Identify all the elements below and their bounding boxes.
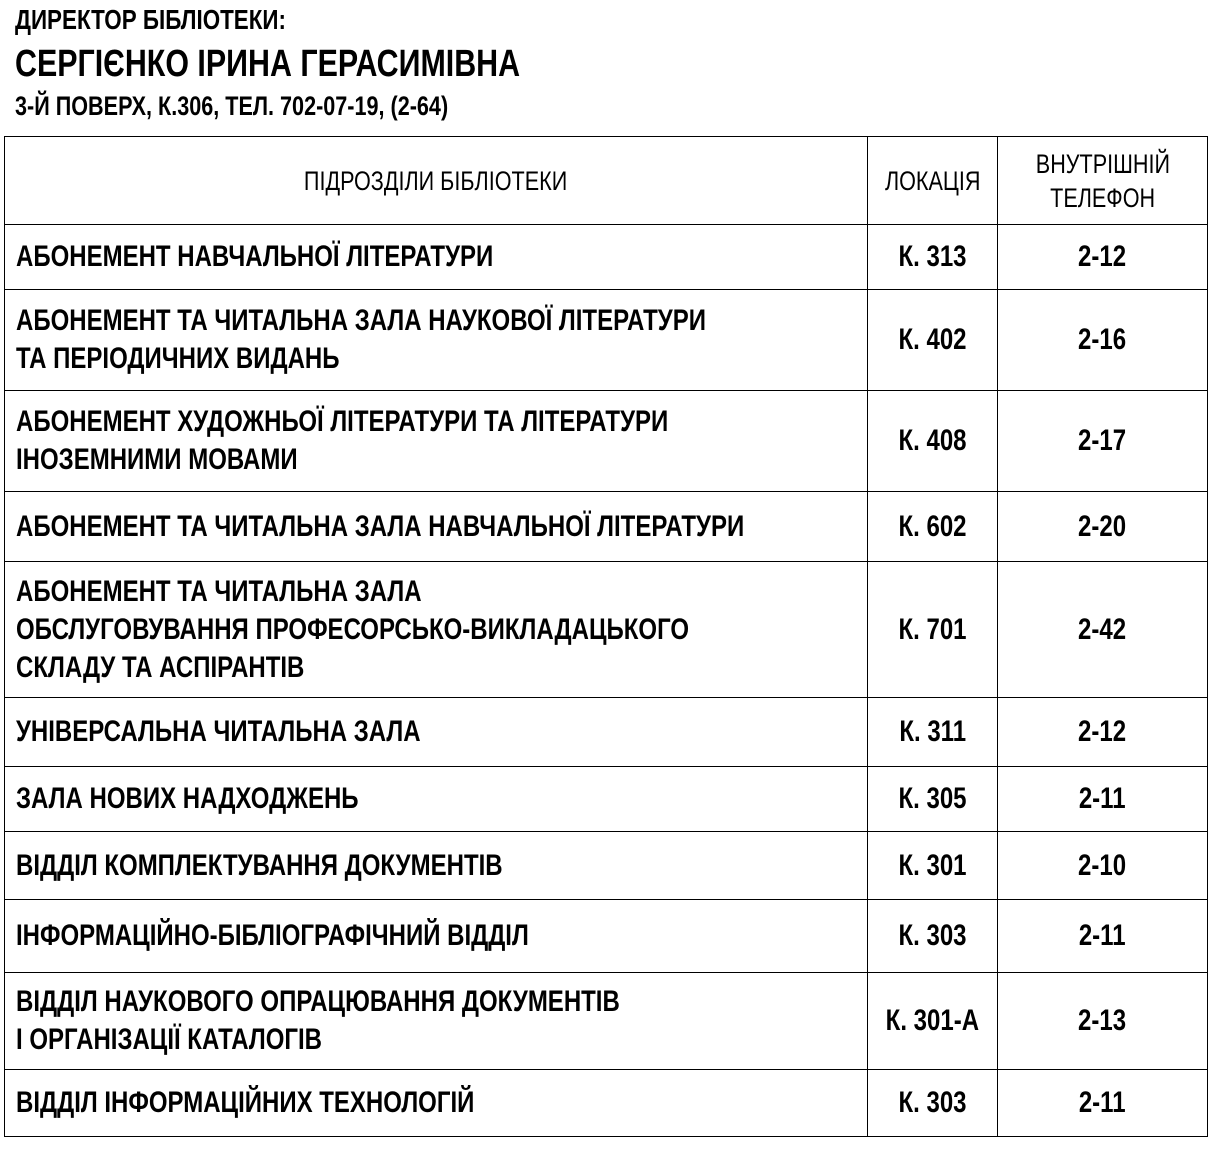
- header-department-text: ПІДРОЗДІЛИ БІБЛІОТЕКИ: [304, 165, 568, 196]
- header-department: [5, 137, 868, 225]
- phone-cell: [998, 562, 1208, 698]
- department-cell: [5, 832, 868, 900]
- location-text: К. 402: [898, 323, 967, 356]
- department-name-line: УНІВЕРСАЛЬНА ЧИТАЛЬНА ЗАЛА: [16, 715, 421, 748]
- header-phone-line2: ТЕЛЕФОН: [1049, 182, 1155, 213]
- location-text: К. 305: [898, 782, 967, 815]
- phone-text: 2-12: [1078, 240, 1127, 273]
- department-cell: [5, 973, 868, 1070]
- location-cell: [868, 832, 998, 900]
- location-text: К. 303: [898, 919, 967, 952]
- table-row: [5, 832, 1208, 900]
- location-text: К. 311: [899, 715, 966, 748]
- department-cell: [5, 900, 868, 973]
- location-text: К. 301-А: [885, 1004, 980, 1037]
- department-name-line: ЗАЛА НОВИХ НАДХОДЖЕНЬ: [16, 782, 359, 815]
- phone-cell: [998, 973, 1208, 1070]
- location-cell: [868, 767, 998, 832]
- location-cell: [868, 698, 998, 767]
- director-contact-text: 3-Й ПОВЕРХ, К.306, ТЕЛ. 702-07-19, (2-64): [15, 91, 449, 121]
- table-row: [5, 900, 1208, 973]
- department-name-line: ВІДДІЛ НАУКОВОГО ОПРАЦЮВАННЯ ДОКУМЕНТІВ: [16, 985, 620, 1018]
- table-row: [5, 225, 1208, 290]
- location-cell: [868, 391, 998, 492]
- department-cell: [5, 492, 868, 562]
- phone-cell: [998, 832, 1208, 900]
- phone-cell: [998, 492, 1208, 562]
- phone-text: 2-12: [1078, 715, 1127, 748]
- department-name-line: СКЛАДУ ТА АСПІРАНТІВ: [16, 650, 305, 684]
- location-cell: [868, 290, 998, 391]
- phone-text: 2-16: [1078, 323, 1127, 356]
- phone-text: 2-13: [1078, 1004, 1127, 1037]
- department-name-line: ТА ПЕРІОДИЧНИХ ВИДАНЬ: [16, 342, 340, 375]
- department-cell: [5, 1070, 868, 1137]
- director-name-text: СЕРГІЄНКО ІРИНА ГЕРАСИМІВНА: [15, 43, 521, 85]
- table-header-row: [5, 137, 1208, 225]
- phone-cell: [998, 1070, 1208, 1137]
- phone-cell: [998, 391, 1208, 492]
- table-row: [5, 698, 1208, 767]
- table-row: [5, 973, 1208, 1070]
- department-name-line: ВІДДІЛ КОМПЛЕКТУВАННЯ ДОКУМЕНТІВ: [16, 848, 503, 882]
- department-name-line: ІНФОРМАЦІЙНО-БІБЛІОГРАФІЧНИЙ ВІДДІЛ: [16, 919, 529, 952]
- departments-table: [4, 136, 1208, 1137]
- location-text: К. 408: [898, 424, 967, 457]
- table-row: [5, 492, 1208, 562]
- location-text: К. 313: [898, 240, 967, 273]
- phone-cell: [998, 225, 1208, 290]
- table-body: [5, 225, 1208, 1137]
- table-row: [5, 1070, 1208, 1137]
- header-phone: [998, 137, 1208, 225]
- table-row: [5, 562, 1208, 698]
- table-row: [5, 767, 1208, 832]
- phone-text: 2-11: [1079, 782, 1126, 815]
- location-cell: [868, 900, 998, 973]
- location-text: К. 602: [898, 509, 967, 543]
- location-cell: [868, 225, 998, 290]
- phone-cell: [998, 900, 1208, 973]
- location-cell: [868, 562, 998, 698]
- department-name-line: ОБСЛУГОВУВАННЯ ПРОФЕСОРСЬКО-ВИКЛАДАЦЬКОГО: [16, 612, 690, 646]
- department-cell: [5, 391, 868, 492]
- table-row: [5, 391, 1208, 492]
- table-row: [5, 290, 1208, 391]
- location-text: К. 701: [898, 612, 967, 646]
- header-location-text: ЛОКАЦІЯ: [884, 165, 981, 196]
- location-cell: [868, 973, 998, 1070]
- phone-text: 2-11: [1079, 1086, 1126, 1119]
- director-label: [15, 4, 354, 36]
- director-contact: [15, 90, 556, 122]
- department-cell: [5, 225, 868, 290]
- department-name-line: ВІДДІЛ ІНФОРМАЦІЙНИХ ТЕХНОЛОГІЙ: [16, 1086, 475, 1119]
- department-cell: [5, 562, 868, 698]
- location-cell: [868, 1070, 998, 1137]
- department-cell: [5, 767, 868, 832]
- phone-text: 2-11: [1079, 919, 1126, 952]
- phone-text: 2-20: [1078, 509, 1127, 543]
- department-name-line: ІНОЗЕМНИМИ МОВАМИ: [16, 443, 298, 476]
- department-name-line: АБОНЕМЕНТ НАВЧАЛЬНОЇ ЛІТЕРАТУРИ: [16, 240, 494, 273]
- department-name-line: АБОНЕМЕНТ ХУДОЖНЬОЇ ЛІТЕРАТУРИ ТА ЛІТЕРАТУРИ: [16, 405, 669, 438]
- department-cell: [5, 698, 868, 767]
- header-phone-line1: ВНУТРІШНІЙ: [1035, 148, 1170, 179]
- department-name-line: АБОНЕМЕНТ ТА ЧИТАЛЬНА ЗАЛА НАВЧАЛЬНОЇ ЛІТЕРАТУРИ: [16, 509, 745, 543]
- header-location: [868, 137, 998, 225]
- phone-cell: [998, 767, 1208, 832]
- phone-text: 2-42: [1078, 612, 1127, 646]
- location-text: К. 301: [898, 848, 967, 882]
- department-name-line: І ОРГАНІЗАЦІЇ КАТАЛОГІВ: [16, 1023, 322, 1056]
- department-cell: [5, 290, 868, 391]
- location-text: К. 303: [898, 1086, 967, 1119]
- department-name-line: АБОНЕМЕНТ ТА ЧИТАЛЬНА ЗАЛА: [16, 574, 422, 608]
- location-cell: [868, 492, 998, 562]
- phone-text: 2-17: [1078, 424, 1127, 457]
- department-name-line: АБОНЕМЕНТ ТА ЧИТАЛЬНА ЗАЛА НАУКОВОЇ ЛІТЕРАТУРИ: [16, 304, 706, 337]
- director-label-text: ДИРЕКТОР БІБЛІОТЕКИ:: [15, 4, 286, 35]
- phone-text: 2-10: [1078, 848, 1127, 882]
- phone-cell: [998, 698, 1208, 767]
- director-name: [15, 42, 646, 86]
- phone-cell: [998, 290, 1208, 391]
